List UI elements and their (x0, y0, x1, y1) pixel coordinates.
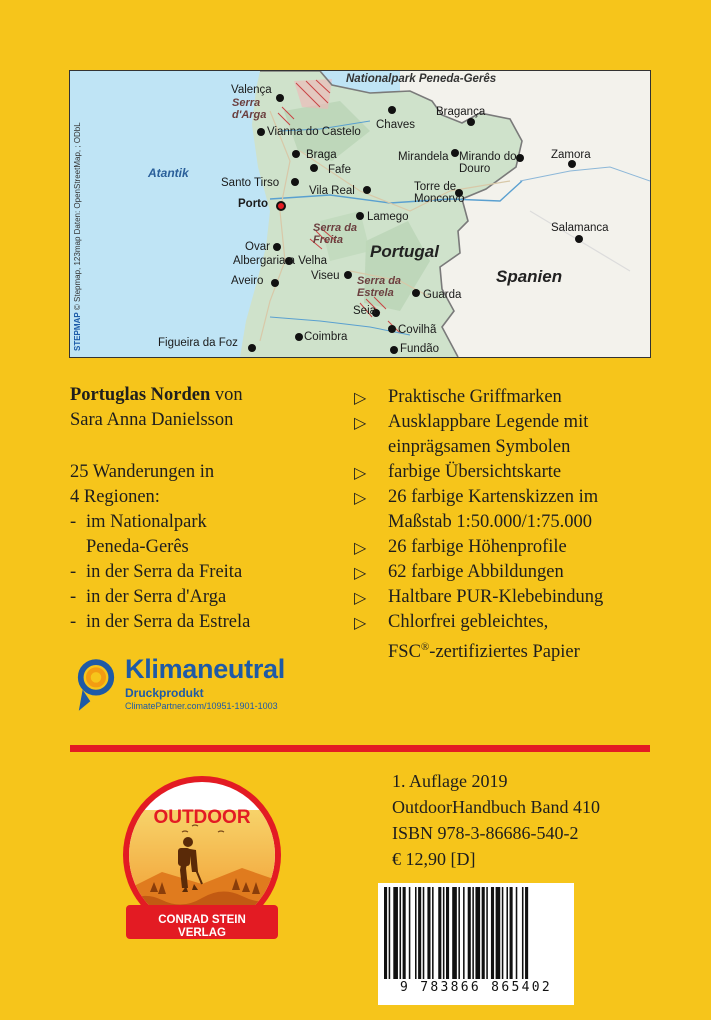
barcode-bar (409, 887, 411, 979)
dot-chaves (388, 106, 396, 114)
place-braganca: Bragança (436, 106, 486, 118)
place-viana: Vianna do Castelo (267, 126, 361, 138)
klimaneutral-badge (75, 656, 335, 716)
place-fafe: Fafe (328, 164, 352, 176)
label-spain: Spanien (496, 267, 563, 286)
place-covilha: Covilhã (398, 324, 437, 336)
region-item-cont: Peneda-Gerês (86, 537, 189, 557)
triangle-icon: ▷ (354, 538, 367, 557)
barcode-bar (452, 887, 457, 979)
feature-item-cont: einprägsamen Symbolen (388, 437, 571, 457)
klima-title: Klimaneutral (125, 654, 285, 684)
regions-block (70, 460, 250, 635)
place-figueira: Figueira da Foz (158, 337, 238, 349)
dot-lamego (356, 212, 364, 220)
triangle-icon: ▷ (354, 413, 367, 432)
logo-publisher-line1: CONRAD STEIN (158, 914, 246, 926)
place-chaves: Chaves (376, 119, 415, 131)
place-viseu: Viseu (311, 270, 340, 282)
feature-list (354, 385, 603, 665)
dot-viseu (344, 271, 352, 279)
klima-sub: Druckprodukt (125, 686, 204, 700)
feature-item: ▷ Chlorfrei gebleichtes, (354, 610, 603, 635)
barcode-bar (415, 887, 417, 979)
label-atlantic: Atantik (148, 166, 189, 180)
place-seia: Seia (353, 305, 377, 317)
place-mirandela: Mirandela (398, 151, 449, 163)
map-credit (73, 122, 82, 351)
book-by: von (214, 385, 243, 405)
barcode-bar (475, 887, 480, 979)
barcode-bar (522, 887, 524, 979)
divider-bar (70, 745, 650, 752)
triangle-icon: ▷ (354, 488, 367, 507)
barcode-bar (482, 887, 485, 979)
series: OutdoorHandbuch Band 410 (392, 797, 600, 817)
barcode-digits: 9 783866 865402 (400, 980, 552, 995)
dot-mirandela (451, 149, 459, 157)
barcode-bar (525, 887, 528, 979)
book-info (70, 383, 243, 433)
intro-line-1: 25 Wanderungen in (70, 462, 215, 482)
place-vila-real: Vila Real (309, 185, 355, 197)
place-salamanca: Salamanca (551, 222, 609, 234)
dot-vila-real (363, 186, 371, 194)
barcode-bar (423, 887, 425, 979)
barcode-bar (432, 887, 434, 979)
triangle-icon: ▷ (354, 388, 367, 407)
dot-porto (276, 201, 286, 211)
barcode-bar (389, 887, 391, 979)
triangle-icon: ▷ (354, 588, 367, 607)
place-ovar: Ovar (245, 241, 270, 253)
stepmap-brand: STEPMAP (73, 312, 82, 351)
barcode-bar (510, 887, 513, 979)
dot-braga (292, 150, 300, 158)
region-item: - in der Serra da Estrela (70, 612, 251, 632)
dot-braganca (467, 118, 475, 126)
feature-item: ▷ 26 farbige Höhenprofile (354, 535, 603, 560)
barcode-bar (418, 887, 421, 979)
dot-fundao (390, 346, 398, 354)
place-serra-freita: Serra da Freita (313, 222, 358, 246)
outdoor-logo (122, 772, 282, 958)
feature-item: ▷ Haltbare PUR-Klebebindung (354, 585, 603, 610)
feature-item: ▷ Praktische Griffmarken (354, 385, 603, 410)
barcode-bar (491, 887, 494, 979)
barcode-bar (403, 887, 406, 979)
place-braga: Braga (306, 149, 337, 161)
feature-item: ▷ 26 farbige Kartenskizzen im (354, 485, 603, 510)
region-item: - im Nationalpark (70, 512, 207, 532)
barcode-bar (427, 887, 430, 979)
intro-line-2: 4 Regionen: (70, 487, 160, 507)
barcode-bar (468, 887, 471, 979)
barcode-bar (393, 887, 398, 979)
barcode-bar (463, 887, 465, 979)
place-albergaria: Albergaria a Velha (233, 255, 327, 267)
triangle-icon: ▷ (354, 613, 367, 632)
dot-figueira (248, 344, 256, 352)
barcode (378, 883, 574, 1005)
feature-item-cont: FSC®-zertifiziertes Papier (388, 641, 580, 663)
dot-coimbra (295, 333, 303, 341)
dot-santo-tirso (291, 178, 299, 186)
place-guarda: Guarda (423, 289, 462, 301)
barcode-bar (506, 887, 508, 979)
feature-item: ▷ Ausklappbare Legende mit (354, 410, 603, 435)
climatepartner-icon (75, 656, 117, 714)
overview-map (69, 70, 651, 358)
feature-item-cont: Maßstab 1:50.000/1:75.000 (388, 512, 593, 532)
klima-id: ClimatePartner.com/10951-1901-1003 (125, 701, 278, 711)
map-credit-text: © Stepmap, 123map Daten: OpenStreetMap, ; ODbL (73, 122, 82, 311)
book-author: Sara Anna Danielsson (70, 410, 234, 430)
barcode-bar (472, 887, 474, 979)
dot-ovar (273, 243, 281, 251)
place-torre: Torre de Moncorvo (414, 181, 465, 206)
publication-info (392, 768, 600, 872)
place-santo-tirso: Santo Tirso (221, 177, 280, 189)
dot-salamanca (575, 235, 583, 243)
label-portugal: Portugal (370, 242, 439, 261)
region-item: - in der Serra da Freita (70, 562, 243, 582)
place-miranda: Mirando do Douro (459, 151, 517, 176)
barcode-bar (458, 887, 460, 979)
logo-publisher-line2: VERLAG (178, 927, 226, 939)
edition: 1. Auflage 2019 (392, 771, 508, 791)
barcode-bar (486, 887, 488, 979)
price: € 12,90 [D] (392, 849, 476, 869)
barcode-bar (502, 887, 504, 979)
barcode-bar (384, 887, 387, 979)
place-porto: Porto (238, 198, 269, 210)
place-zamora: Zamora (551, 149, 591, 161)
place-valenca: Valença (231, 84, 272, 96)
barcode-bar (516, 887, 518, 979)
place-coimbra: Coimbra (304, 331, 348, 343)
dot-zamora (568, 160, 576, 168)
barcode-bars (384, 887, 568, 979)
place-fundao: Fundão (400, 343, 440, 355)
barcode-bar (496, 887, 501, 979)
barcode-bar (438, 887, 441, 979)
book-title: Portuglas Norden (70, 385, 211, 405)
barcode-bar (443, 887, 445, 979)
place-serra-estrela: Serra da Estrela (357, 275, 402, 299)
place-aveiro: Aveiro (231, 275, 264, 287)
region-item: - in der Serra d'Arga (70, 587, 227, 607)
feature-item: ▷ 62 farbige Abbildungen (354, 560, 603, 585)
dot-aveiro (271, 279, 279, 287)
barcode-bar (446, 887, 449, 979)
barcode-bar (400, 887, 402, 979)
dot-viana (257, 128, 265, 136)
isbn: ISBN 978-3-86686-540-2 (392, 823, 579, 843)
feature-item: ▷ farbige Übersichtskarte (354, 460, 603, 485)
triangle-icon: ▷ (354, 463, 367, 482)
dot-guarda (412, 289, 420, 297)
label-nationalpark: Nationalpark Peneda-Gerês (346, 73, 497, 85)
dot-fafe (310, 164, 318, 172)
logo-outdoor-text: OUTDOOR (153, 807, 251, 828)
place-lamego: Lamego (367, 211, 409, 223)
place-serra-arga: Serra d'Arga (232, 97, 267, 121)
triangle-icon: ▷ (354, 563, 367, 582)
dot-miranda (516, 154, 524, 162)
dot-covilha (388, 325, 396, 333)
